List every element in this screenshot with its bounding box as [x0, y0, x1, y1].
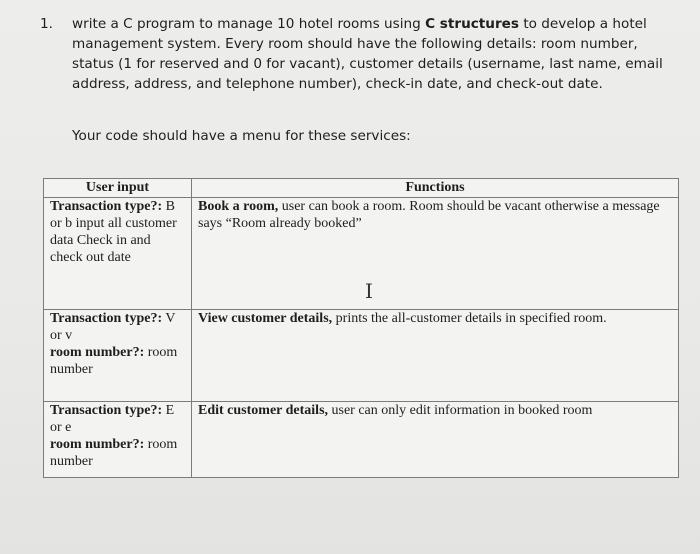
input-text: E or e: [50, 403, 175, 435]
question-body: [72, 14, 682, 94]
input-text: V or v: [50, 311, 176, 343]
question-text-bold: C structures: [425, 16, 519, 32]
input-label-2: room number?:: [50, 437, 145, 452]
cell-user-input: [44, 402, 192, 478]
input-label: Transaction type?:: [50, 311, 163, 326]
function-name: View customer details,: [198, 311, 333, 326]
question-number: 1.: [40, 16, 53, 32]
services-line: Your code should have a menu for these services:: [72, 128, 411, 144]
function-name: Edit customer details,: [198, 403, 329, 418]
function-name: Book a room,: [198, 199, 279, 214]
cell-function: [192, 198, 679, 310]
header-user-input: User input: [44, 179, 192, 198]
input-label-2: room number?:: [50, 345, 145, 360]
question-text-pre: write a C program to manage 10 hotel rooms using: [72, 16, 426, 32]
services-table: [43, 178, 679, 478]
text-cursor-icon: I: [365, 279, 373, 303]
question-text-post: to develop a hotel management system. Every room should have the following details: room number, status (1 for reserved and 0 for vacant), customer details (username, last name, email address, address, and telephone number), check-in date, and check-out date.: [72, 16, 663, 92]
table-header-row: [44, 179, 679, 198]
input-text-2: room number: [50, 437, 178, 469]
function-description: user can only edit information in booked room: [328, 403, 593, 418]
input-label: Transaction type?:: [50, 199, 163, 214]
function-description: user can book a room. Room should be vacant otherwise a message says “Room already booked”: [198, 199, 660, 231]
table-row: [44, 310, 679, 402]
cell-user-input: [44, 198, 192, 310]
cell-function: [192, 402, 679, 478]
table-row: [44, 402, 679, 478]
header-functions: Functions: [192, 179, 679, 198]
table-row: [44, 198, 679, 310]
cell-user-input: [44, 310, 192, 402]
input-text-2: room number: [50, 345, 178, 377]
input-text: B or b input all customer data Check in and check out date: [50, 199, 177, 265]
cell-function: [192, 310, 679, 402]
input-label: Transaction type?:: [50, 403, 163, 418]
function-description: prints the all-customer details in specified room.: [332, 311, 607, 326]
